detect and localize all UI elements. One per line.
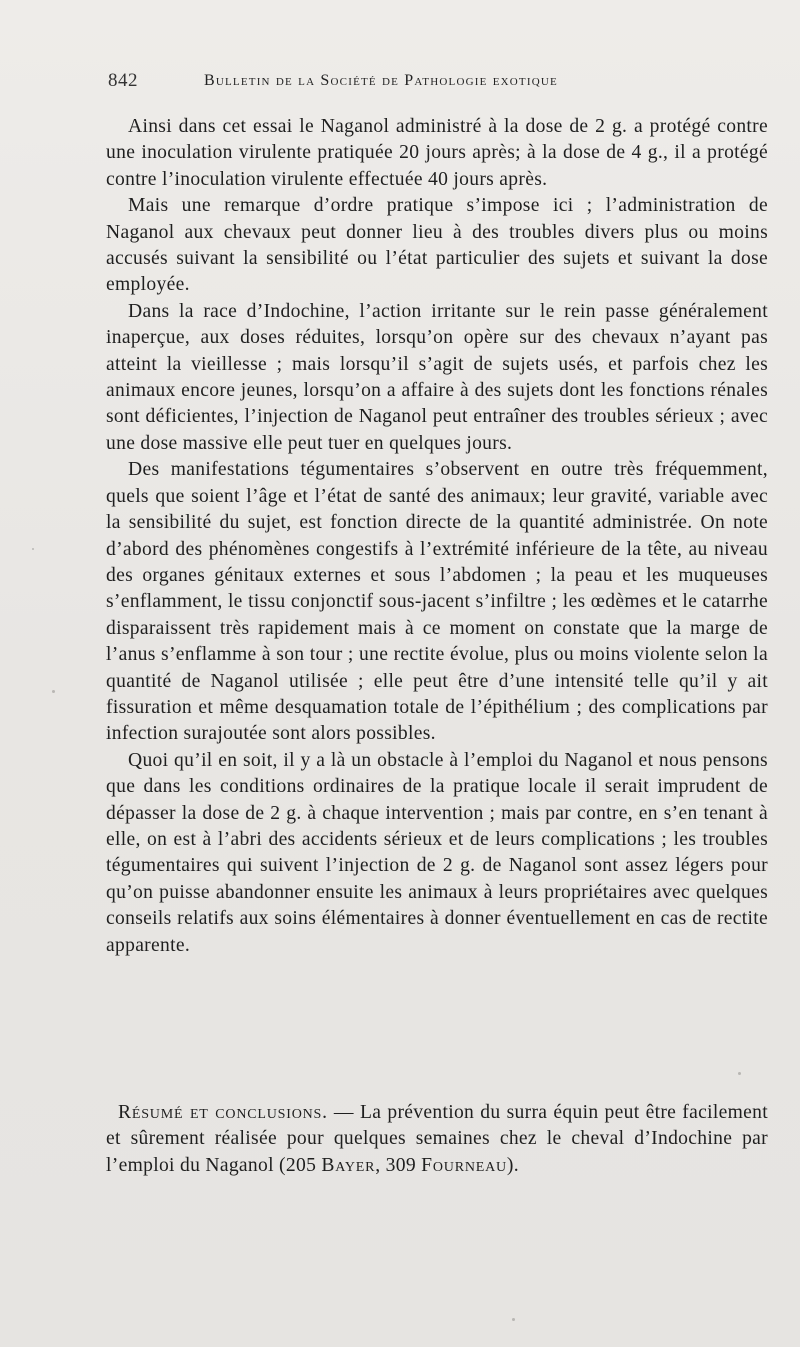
page-header [108,70,708,96]
paragraph: Dans la race d’Indochine, l’action irritante sur le rein passe généralement inaperçue, aux doses réduites, lorsqu’on opère sur des chevaux n’ayant pas atteint la vieillesse ; mais lorsqu’il s’agit de sujets usés, et parfois chez les animaux encore jeunes, lorsqu’on a affaire à des sujets dont les fonctions rénales sont déficientes, l’injection de Naganol peut entraîner des troubles sérieux ; avec une dose massive elle peut tuer en quelques jours. [106,300,768,454]
running-title: Bulletin de la Société de Pathologie exotique [204,72,558,89]
conclusions-end: ). [506,1154,519,1176]
paragraph: Quoi qu’il en soit, il y a là un obstacle à l’emploi du Naganol et nous pensons que dans les conditions ordinaires de la pratique locale il serait imprudent de dépasser la dose de 2 g. à chaque intervention ; mais par contre, en s’en tenant à elle, on est à l’abri des accidents sérieux et de leurs complications ; les troubles tégumentaires qui suivent l’injection de 2 g. de Naganol sont assez légers pour qu’on puisse abandonner ensuite les animaux à leurs propriétaires avec quelques conseils relatifs aux soins élémentaires à donner éventuellement en cas de rectite apparente. [106,749,768,956]
paragraph: Ainsi dans cet essai le Naganol administré à la dose de 2 g. a protégé contre une inoculation virulente pratiquée 20 jours après; à la dose de 4 g., il a protégé contre l’inoculation virulente effectuée 40 jours après. [106,116,768,190]
paper-speck [52,690,55,693]
reference-separator: , 309 [375,1154,422,1176]
conclusions-section [106,1100,768,1179]
conclusions-text: — La prévention du surra équin peut être facilement et sûrement réalisée pour quelques semaines chez le cheval d’Indochine par l’emploi du Naganol (205 [106,1102,768,1176]
conclusions-heading: Résumé et conclusions. [118,1102,328,1123]
page-number: 842 [108,70,138,91]
paragraph: Mais une remarque d’ordre pratique s’impose ici ; l’administration de Naganol aux chevaux peut donner lieu à des troubles divers plus ou moins accusés suivant la sensibilité ou l’état particulier des sujets et suivant la dose employée. [106,195,768,296]
reference-fourneau: Fourneau [421,1154,507,1176]
paragraph: Des manifestations tégumentaires s’observent en outre très fréquemment, quels que soient l’âge et l’état de santé des animaux; leur gravité, variable avec la sensibilité du sujet, est fonction directe de la quantité administrée. On note d’abord des phénomènes congestifs à l’extrémité inférieure de la tête, au niveau des organes génitaux externes et sous l’abdomen ; la peau et les muqueuses s’enflamment, le tissu conjonctif sous-jacent s’infiltre ; les œdèmes et le catarrhe disparaissent très rapidement mais à ce moment on constate que la marge de l’anus s’enflamme à son tour ; une rectite évolue, plus ou moins violente selon la quantité de Naganol utilisée ; elle peut être d’une intensité telle qu’il y ait fissuration et même desquamation totale de l’épithélium ; des complications par infection surajoutée sont alors possibles. [106,459,768,745]
paper-speck [32,548,34,550]
body-text [106,114,768,959]
paper-speck [738,1072,741,1075]
reference-bayer: Bayer [321,1154,376,1176]
paper-speck [512,1318,515,1321]
conclusions-paragraph [106,1100,768,1179]
